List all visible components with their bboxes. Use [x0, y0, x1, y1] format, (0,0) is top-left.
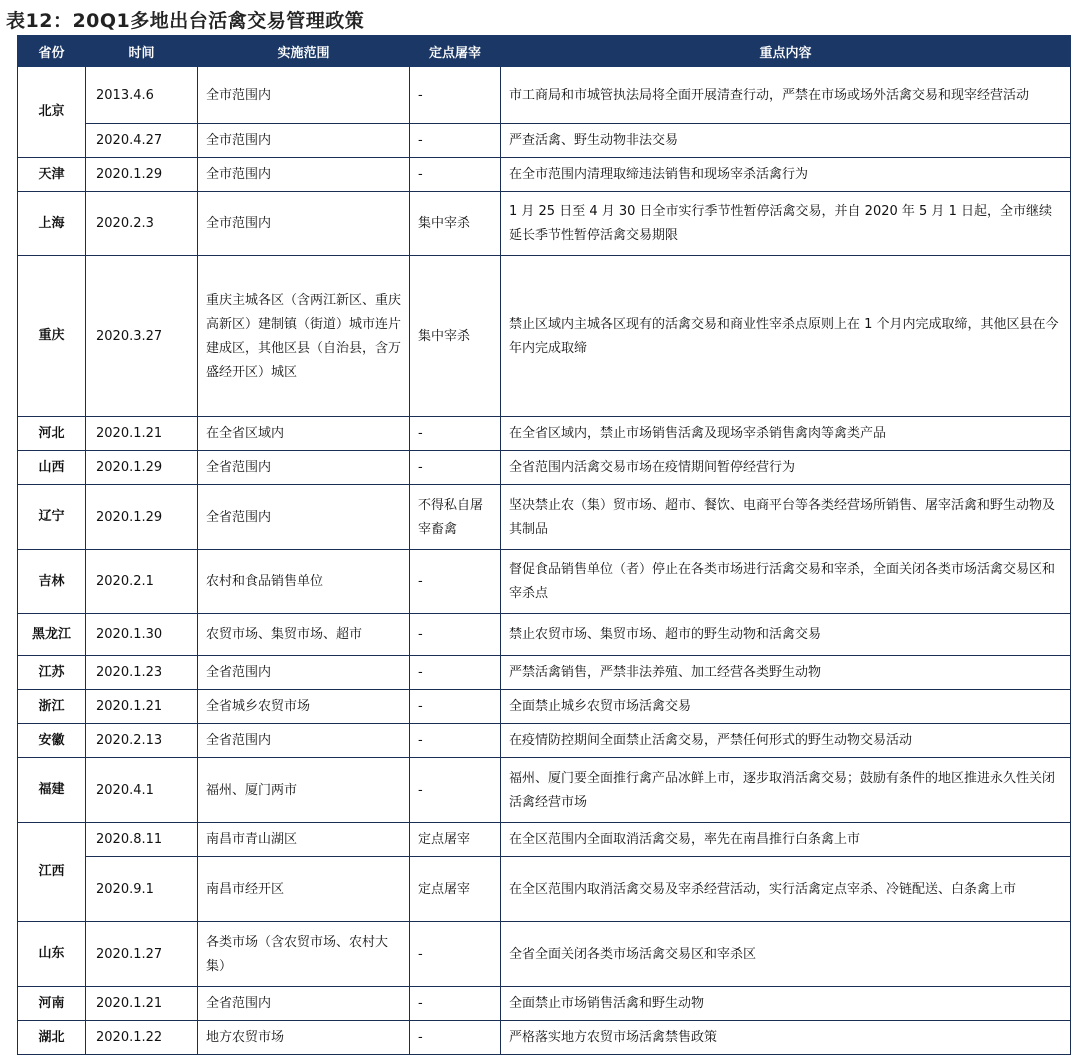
province-cell: 山西 — [18, 451, 86, 485]
time-cell: 2020.1.29 — [86, 158, 198, 192]
time-cell: 2020.1.22 — [86, 1021, 198, 1055]
slaughter-cell: 定点屠宰 — [410, 857, 501, 922]
time-cell: 2013.4.6 — [86, 67, 198, 124]
content-cell: 禁止农贸市场、集贸市场、超市的野生动物和活禽交易 — [501, 614, 1071, 656]
header-scope: 实施范围 — [198, 36, 410, 67]
time-cell: 2020.1.29 — [86, 485, 198, 550]
scope-cell: 农贸市场、集贸市场、超市 — [198, 614, 410, 656]
table-row — [18, 124, 1071, 158]
province-cell: 北京 — [18, 67, 86, 158]
content-cell: 坚决禁止农（集）贸市场、超市、餐饮、电商平台等各类经营场所销售、屠宰活禽和野生动物及其制品 — [501, 485, 1071, 550]
table-row — [18, 922, 1071, 987]
scope-cell: 福州、厦门两市 — [198, 758, 410, 823]
table-row — [18, 823, 1071, 857]
slaughter-cell: - — [410, 417, 501, 451]
table-row — [18, 158, 1071, 192]
time-cell: 2020.1.27 — [86, 922, 198, 987]
table-row — [18, 690, 1071, 724]
header-content: 重点内容 — [501, 36, 1071, 67]
slaughter-cell: - — [410, 124, 501, 158]
table-row — [18, 485, 1071, 550]
table-title: 表12：20Q1多地出台活禽交易管理政策 — [6, 10, 365, 32]
slaughter-cell: - — [410, 724, 501, 758]
content-cell: 全省全面关闭各类市场活禽交易区和宰杀区 — [501, 922, 1071, 987]
province-cell: 重庆 — [18, 256, 86, 417]
slaughter-cell: - — [410, 1021, 501, 1055]
slaughter-cell: - — [410, 758, 501, 823]
slaughter-cell: 集中宰杀 — [410, 192, 501, 256]
scope-cell: 全市范围内 — [198, 192, 410, 256]
scope-cell: 全省范围内 — [198, 656, 410, 690]
header-time: 时间 — [86, 36, 198, 67]
scope-cell: 全市范围内 — [198, 67, 410, 124]
table-row — [18, 724, 1071, 758]
scope-cell: 全市范围内 — [198, 158, 410, 192]
table-row — [18, 192, 1071, 256]
scope-cell: 各类市场（含农贸市场、农村大集） — [198, 922, 410, 987]
scope-cell: 在全省区域内 — [198, 417, 410, 451]
scope-cell: 全省范围内 — [198, 485, 410, 550]
content-cell: 市工商局和市城管执法局将全面开展清查行动，严禁在市场或场外活禽交易和现宰经营活动 — [501, 67, 1071, 124]
policy-table — [17, 35, 1071, 1055]
province-cell: 河南 — [18, 987, 86, 1021]
time-cell: 2020.1.30 — [86, 614, 198, 656]
province-cell: 黑龙江 — [18, 614, 86, 656]
scope-cell: 农村和食品销售单位 — [198, 550, 410, 614]
slaughter-cell: 定点屠宰 — [410, 823, 501, 857]
slaughter-cell: - — [410, 451, 501, 485]
time-cell: 2020.1.21 — [86, 417, 198, 451]
province-cell: 河北 — [18, 417, 86, 451]
province-cell: 江苏 — [18, 656, 86, 690]
province-cell: 湖北 — [18, 1021, 86, 1055]
time-cell: 2020.4.27 — [86, 124, 198, 158]
content-cell: 严禁活禽销售，严禁非法养殖、加工经营各类野生动物 — [501, 656, 1071, 690]
slaughter-cell: 不得私自屠宰畜禽 — [410, 485, 501, 550]
province-cell: 上海 — [18, 192, 86, 256]
province-cell: 天津 — [18, 158, 86, 192]
content-cell: 在全省区域内，禁止市场销售活禽及现场宰杀销售禽肉等禽类产品 — [501, 417, 1071, 451]
scope-cell: 全省范围内 — [198, 451, 410, 485]
header-row — [18, 36, 1071, 67]
scope-cell: 地方农贸市场 — [198, 1021, 410, 1055]
slaughter-cell: - — [410, 550, 501, 614]
slaughter-cell: - — [410, 158, 501, 192]
slaughter-cell: - — [410, 690, 501, 724]
table-row — [18, 417, 1071, 451]
time-cell: 2020.4.1 — [86, 758, 198, 823]
province-cell: 浙江 — [18, 690, 86, 724]
slaughter-cell: - — [410, 922, 501, 987]
time-cell: 2020.1.21 — [86, 690, 198, 724]
content-cell: 在疫情防控期间全面禁止活禽交易，严禁任何形式的野生动物交易活动 — [501, 724, 1071, 758]
content-cell: 严格落实地方农贸市场活禽禁售政策 — [501, 1021, 1071, 1055]
time-cell: 2020.1.21 — [86, 987, 198, 1021]
province-cell: 福建 — [18, 758, 86, 823]
table-row — [18, 1021, 1071, 1055]
table-row — [18, 256, 1071, 417]
table-row — [18, 67, 1071, 124]
time-cell: 2020.1.29 — [86, 451, 198, 485]
table-row — [18, 857, 1071, 922]
time-cell: 2020.2.1 — [86, 550, 198, 614]
slaughter-cell: - — [410, 67, 501, 124]
table-row — [18, 614, 1071, 656]
content-cell: 1 月 25 日至 4 月 30 日全市实行季节性暂停活禽交易，并自 2020 年 5 月 1 日起，全市继续延长季节性暂停活禽交易期限 — [501, 192, 1071, 256]
table-row — [18, 656, 1071, 690]
content-cell: 全省范围内活禽交易市场在疫情期间暂停经营行为 — [501, 451, 1071, 485]
time-cell: 2020.3.27 — [86, 256, 198, 417]
slaughter-cell: - — [410, 656, 501, 690]
slaughter-cell: - — [410, 987, 501, 1021]
content-cell: 全面禁止市场销售活禽和野生动物 — [501, 987, 1071, 1021]
province-cell: 吉林 — [18, 550, 86, 614]
content-cell: 督促食品销售单位（者）停止在各类市场进行活禽交易和宰杀，全面关闭各类市场活禽交易区和宰杀点 — [501, 550, 1071, 614]
scope-cell: 全省城乡农贸市场 — [198, 690, 410, 724]
content-cell: 在全区范围内取消活禽交易及宰杀经营活动，实行活禽定点宰杀、冷链配送、白条禽上市 — [501, 857, 1071, 922]
time-cell: 2020.2.3 — [86, 192, 198, 256]
slaughter-cell: 集中宰杀 — [410, 256, 501, 417]
table-row — [18, 451, 1071, 485]
content-cell: 全面禁止城乡农贸市场活禽交易 — [501, 690, 1071, 724]
header-slaughter: 定点屠宰 — [410, 36, 501, 67]
time-cell: 2020.8.11 — [86, 823, 198, 857]
content-cell: 严查活禽、野生动物非法交易 — [501, 124, 1071, 158]
header-province: 省份 — [18, 36, 86, 67]
scope-cell: 全市范围内 — [198, 124, 410, 158]
province-cell: 山东 — [18, 922, 86, 987]
content-cell: 在全区范围内全面取消活禽交易，率先在南昌推行白条禽上市 — [501, 823, 1071, 857]
scope-cell: 南昌市青山湖区 — [198, 823, 410, 857]
scope-cell: 南昌市经开区 — [198, 857, 410, 922]
slaughter-cell: - — [410, 614, 501, 656]
scope-cell: 全省范围内 — [198, 724, 410, 758]
time-cell: 2020.2.13 — [86, 724, 198, 758]
table-row — [18, 550, 1071, 614]
content-cell: 禁止区域内主城各区现有的活禽交易和商业性宰杀点原则上在 1 个月内完成取缔，其他区县在今年内完成取缔 — [501, 256, 1071, 417]
table-row — [18, 758, 1071, 823]
scope-cell: 重庆主城各区（含两江新区、重庆高新区）建制镇（街道）城市连片建成区，其他区县（自治县，含万盛经开区）城区 — [198, 256, 410, 417]
table-row — [18, 987, 1071, 1021]
time-cell: 2020.1.23 — [86, 656, 198, 690]
province-cell: 江西 — [18, 823, 86, 922]
province-cell: 安徽 — [18, 724, 86, 758]
scope-cell: 全省范围内 — [198, 987, 410, 1021]
content-cell: 福州、厦门要全面推行禽产品冰鲜上市，逐步取消活禽交易；鼓励有条件的地区推进永久性关闭活禽经营市场 — [501, 758, 1071, 823]
time-cell: 2020.9.1 — [86, 857, 198, 922]
content-cell: 在全市范围内清理取缔违法销售和现场宰杀活禽行为 — [501, 158, 1071, 192]
province-cell: 辽宁 — [18, 485, 86, 550]
